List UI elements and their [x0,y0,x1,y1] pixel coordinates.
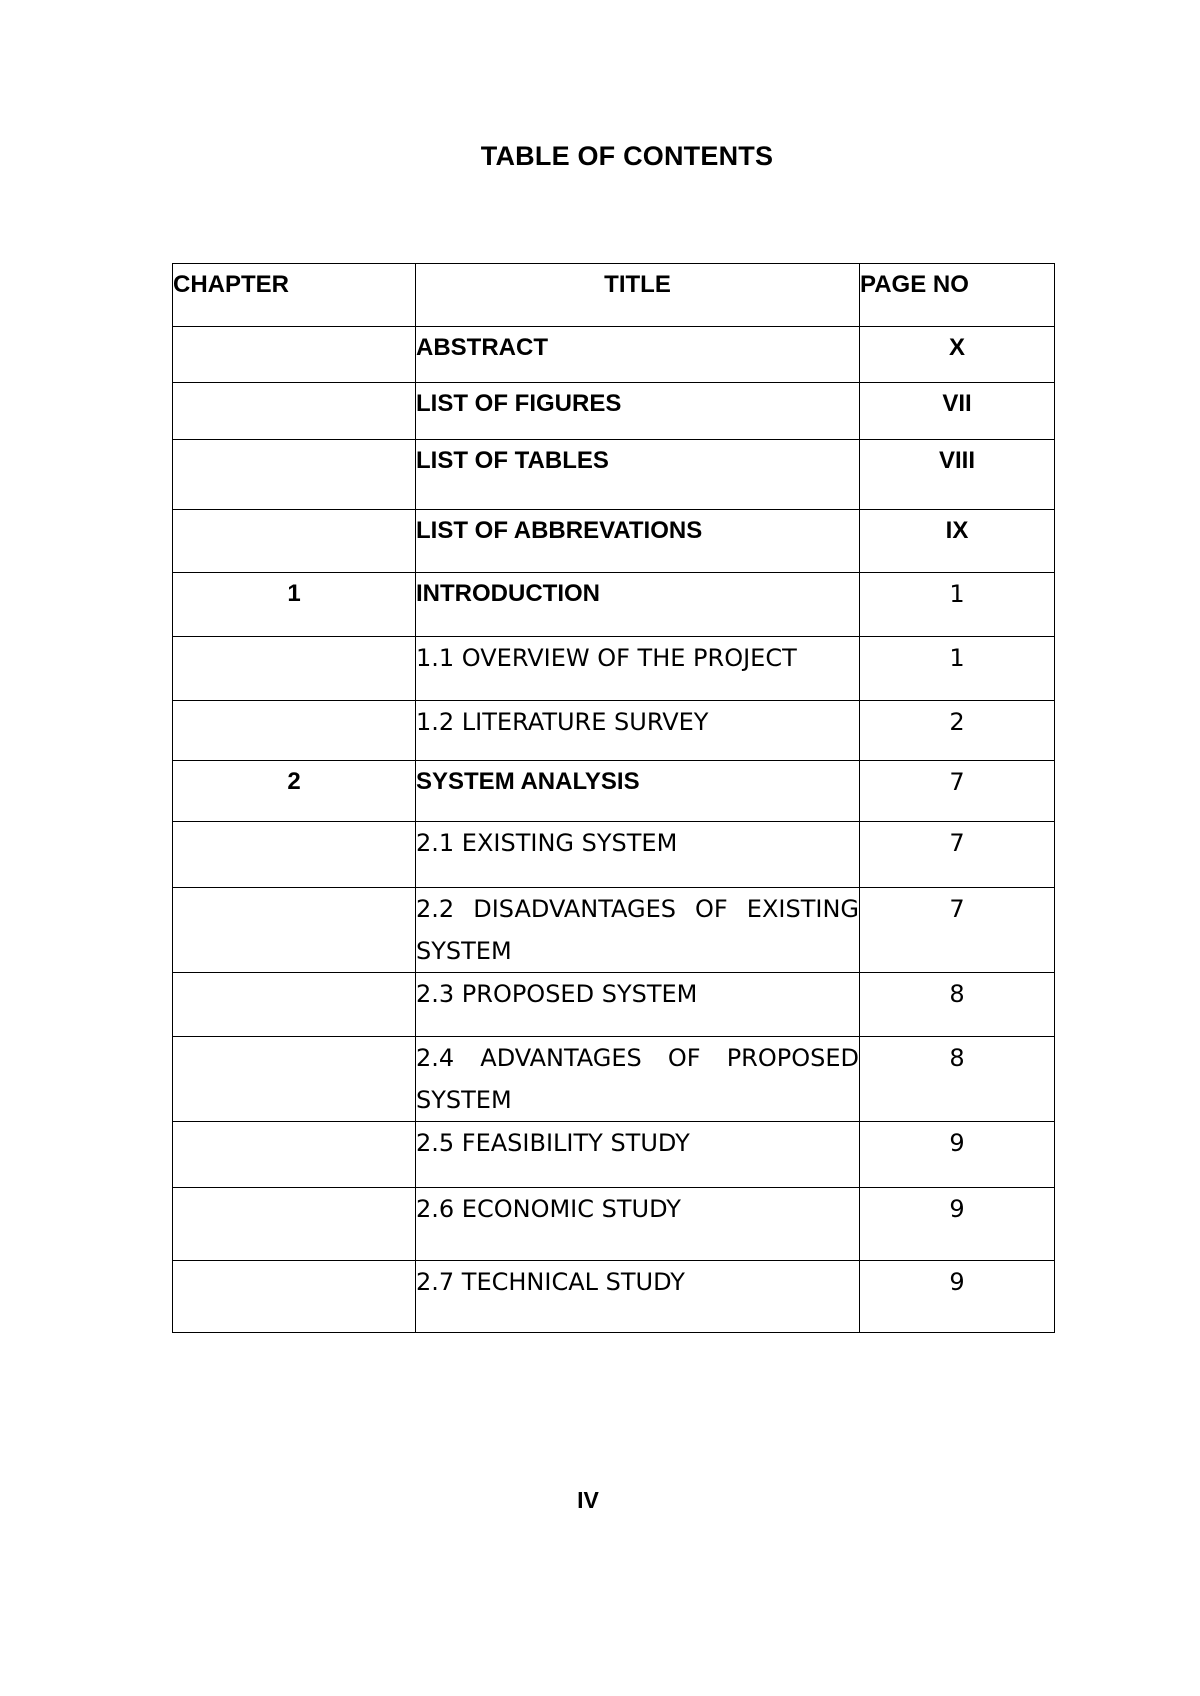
title-cell: 2.3 PROPOSED SYSTEM [416,973,860,1037]
table-row [173,822,1055,888]
page-cell: IX [860,510,1055,573]
page-cell: 9 [860,1122,1055,1188]
table-row [173,327,1055,383]
title-cell: 2.6 ECONOMIC STUDY [416,1188,860,1261]
table-row [173,1037,1055,1122]
table-row [173,510,1055,573]
title-cell: 1.2 LITERATURE SURVEY [416,701,860,761]
page-cell: 8 [860,973,1055,1037]
table-row [173,888,1055,973]
chapter-cell [173,1188,416,1261]
title-cell: INTRODUCTION [416,573,860,637]
title-cell: LIST OF ABBREVATIONS [416,510,860,573]
page-cell: 1 [860,573,1055,637]
table-row [173,573,1055,637]
title-cell: 2.2 DISADVANTAGES OF EXISTING SYSTEM [416,888,860,973]
page-cell: 7 [860,888,1055,973]
header-page-no: PAGE NO [860,264,1055,327]
title-cell: 2.1 EXISTING SYSTEM [416,822,860,888]
contents-table [172,263,1055,1333]
table-row [173,1188,1055,1261]
page-cell: X [860,327,1055,383]
page-cell: 9 [860,1188,1055,1261]
title-cell: 2.4 ADVANTAGES OF PROPOSED SYSTEM [416,1037,860,1122]
title-cell: SYSTEM ANALYSIS [416,761,860,822]
table-header-row [173,264,1055,327]
table-row [173,637,1055,701]
page-cell: 2 [860,701,1055,761]
title-cell: ABSTRACT [416,327,860,383]
chapter-cell [173,327,416,383]
title-cell: 2.5 FEASIBILITY STUDY [416,1122,860,1188]
page-cell: 1 [860,637,1055,701]
chapter-cell: 1 [173,573,416,637]
table-row [173,973,1055,1037]
chapter-cell [173,1037,416,1122]
chapter-cell [173,888,416,973]
table-row [173,1261,1055,1333]
page-cell: 7 [860,822,1055,888]
title-cell: LIST OF TABLES [416,440,860,510]
table-row [173,1122,1055,1188]
title-cell: 1.1 OVERVIEW OF THE PROJECT [416,637,860,701]
title-cell: 2.7 TECHNICAL STUDY [416,1261,860,1333]
header-title: TITLE [416,264,860,327]
table-row [173,440,1055,510]
header-chapter: CHAPTER [173,264,416,327]
chapter-cell [173,510,416,573]
table-row [173,701,1055,761]
chapter-cell [173,1261,416,1333]
chapter-cell [173,383,416,440]
page-cell: 9 [860,1261,1055,1333]
page-cell: 7 [860,761,1055,822]
chapter-cell [173,440,416,510]
table-row [173,383,1055,440]
page-cell: VIII [860,440,1055,510]
page-title: TABLE OF CONTENTS [480,141,774,171]
page-cell: VII [860,383,1055,440]
chapter-cell [173,701,416,761]
chapter-cell [173,1122,416,1188]
page-cell: 8 [860,1037,1055,1122]
table-row [173,761,1055,822]
page-number-footer: IV [577,1487,599,1513]
chapter-cell [173,822,416,888]
chapter-cell: 2 [173,761,416,822]
chapter-cell [173,973,416,1037]
chapter-cell [173,637,416,701]
title-cell: LIST OF FIGURES [416,383,860,440]
